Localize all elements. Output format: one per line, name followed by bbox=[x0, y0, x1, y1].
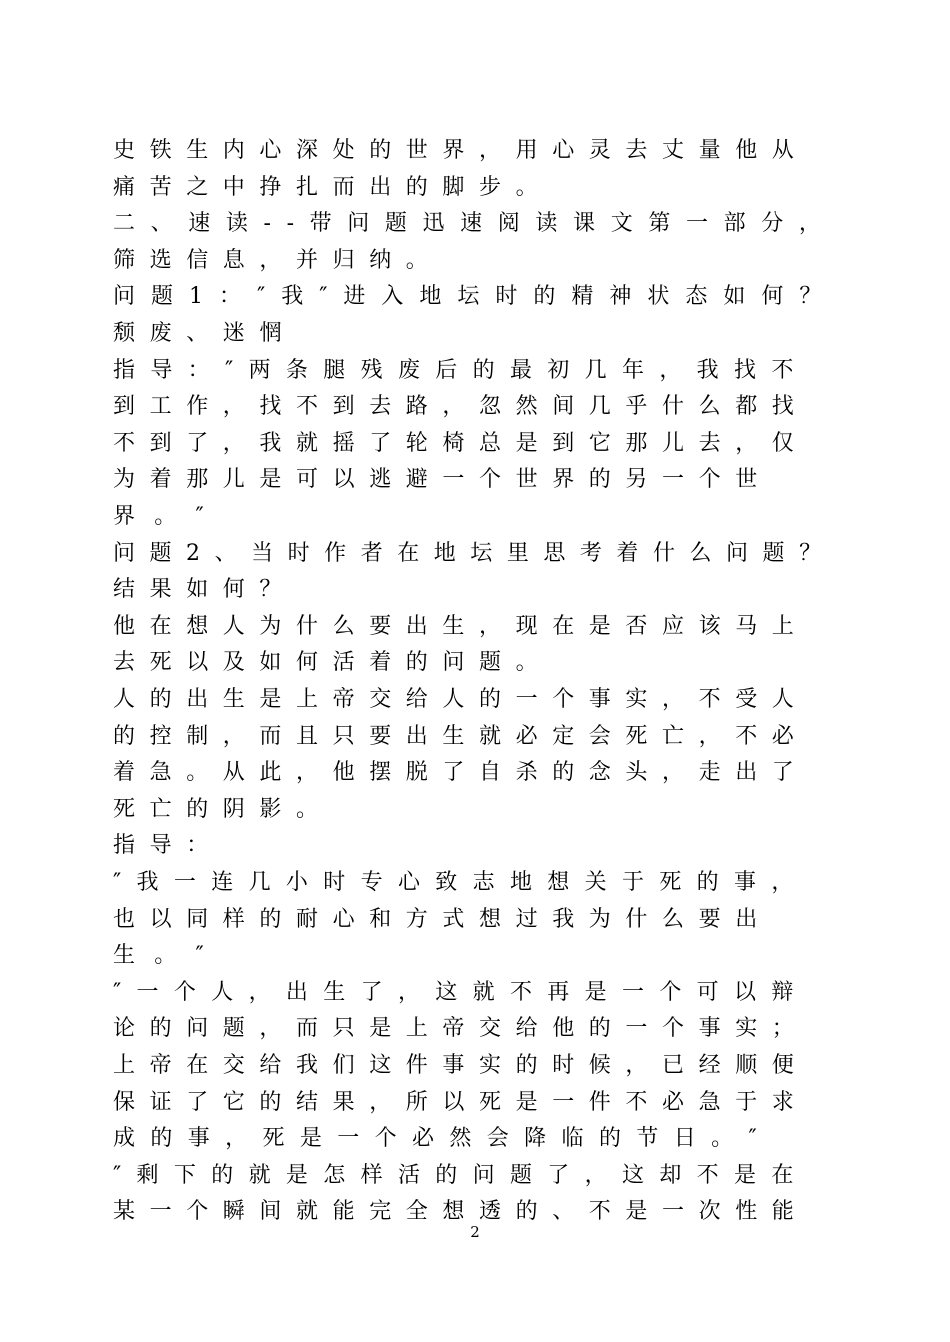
text-line: 问题1：″我″进入地坛时的精神状态如何？ bbox=[113, 284, 838, 310]
text-line: 到工作，找不到去路，忽然间几乎什么都找 bbox=[113, 394, 809, 420]
text-line: ″我一连几小时专心致志地想关于死的事， bbox=[113, 870, 809, 895]
text-line: 史铁生内心深处的世界，用心灵去丈量他从 bbox=[113, 138, 809, 163]
page-number: 2 bbox=[470, 1223, 480, 1241]
text-line: 指导：″两条腿残废后的最初几年，我找不 bbox=[113, 357, 809, 383]
text-line: 人的出生是上帝交给人的一个事实，不受人 bbox=[113, 687, 809, 712]
text-line: 着急。从此，他摆脱了自杀的念头，走出了 bbox=[113, 760, 809, 786]
text-line: 也以同样的耐心和方式想过我为什么要出 bbox=[113, 906, 772, 932]
text-line: 死亡的阴影。 bbox=[113, 796, 333, 822]
text-line: 问题2、当时作者在地坛里思考着什么问题？ bbox=[113, 540, 836, 566]
text-line: 界。″ bbox=[113, 504, 224, 529]
text-line: 论的问题，而只是上帝交给他的一个事实； bbox=[113, 1016, 809, 1042]
text-line: 他在想人为什么要出生，现在是否应该马上 bbox=[113, 613, 809, 639]
text-line: 筛选信息，并归纳。 bbox=[113, 247, 443, 273]
text-line: ″剩下的就是怎样活的问题了，这却不是在 bbox=[113, 1162, 809, 1188]
text-line: 二、速读--带问题迅速阅读课文第一部分， bbox=[113, 211, 837, 237]
text-line: 指导： bbox=[113, 833, 223, 859]
text-line: 上帝在交给我们这件事实的时候，已经顺便 bbox=[113, 1053, 809, 1078]
text-line: 痛苦之中挣扎而出的脚步。 bbox=[113, 174, 553, 200]
text-line: 为着那儿是可以逃避一个世界的另一个世 bbox=[113, 467, 772, 493]
text-line: 成的事，死是一个必然会降临的节日。″ bbox=[113, 1126, 773, 1152]
text-line: 保证了它的结果，所以死是一件不必急于求 bbox=[113, 1089, 809, 1115]
text-line: 的控制，而且只要出生就必定会死亡，不必 bbox=[113, 723, 809, 749]
text-line: 颓废、迷惘 bbox=[113, 321, 297, 346]
text-line: 结果如何？ bbox=[113, 577, 297, 603]
text-line: 去死以及如何活着的问题。 bbox=[113, 650, 553, 676]
text-line: 某一个瞬间就能完全想透的、不是一次性能 bbox=[113, 1199, 809, 1225]
text-line: 不到了，我就摇了轮椅总是到它那儿去，仅 bbox=[113, 430, 809, 456]
text-line: ″一个人，出生了，这就不再是一个可以辩 bbox=[113, 979, 809, 1005]
text-line: 生。″ bbox=[113, 943, 224, 969]
